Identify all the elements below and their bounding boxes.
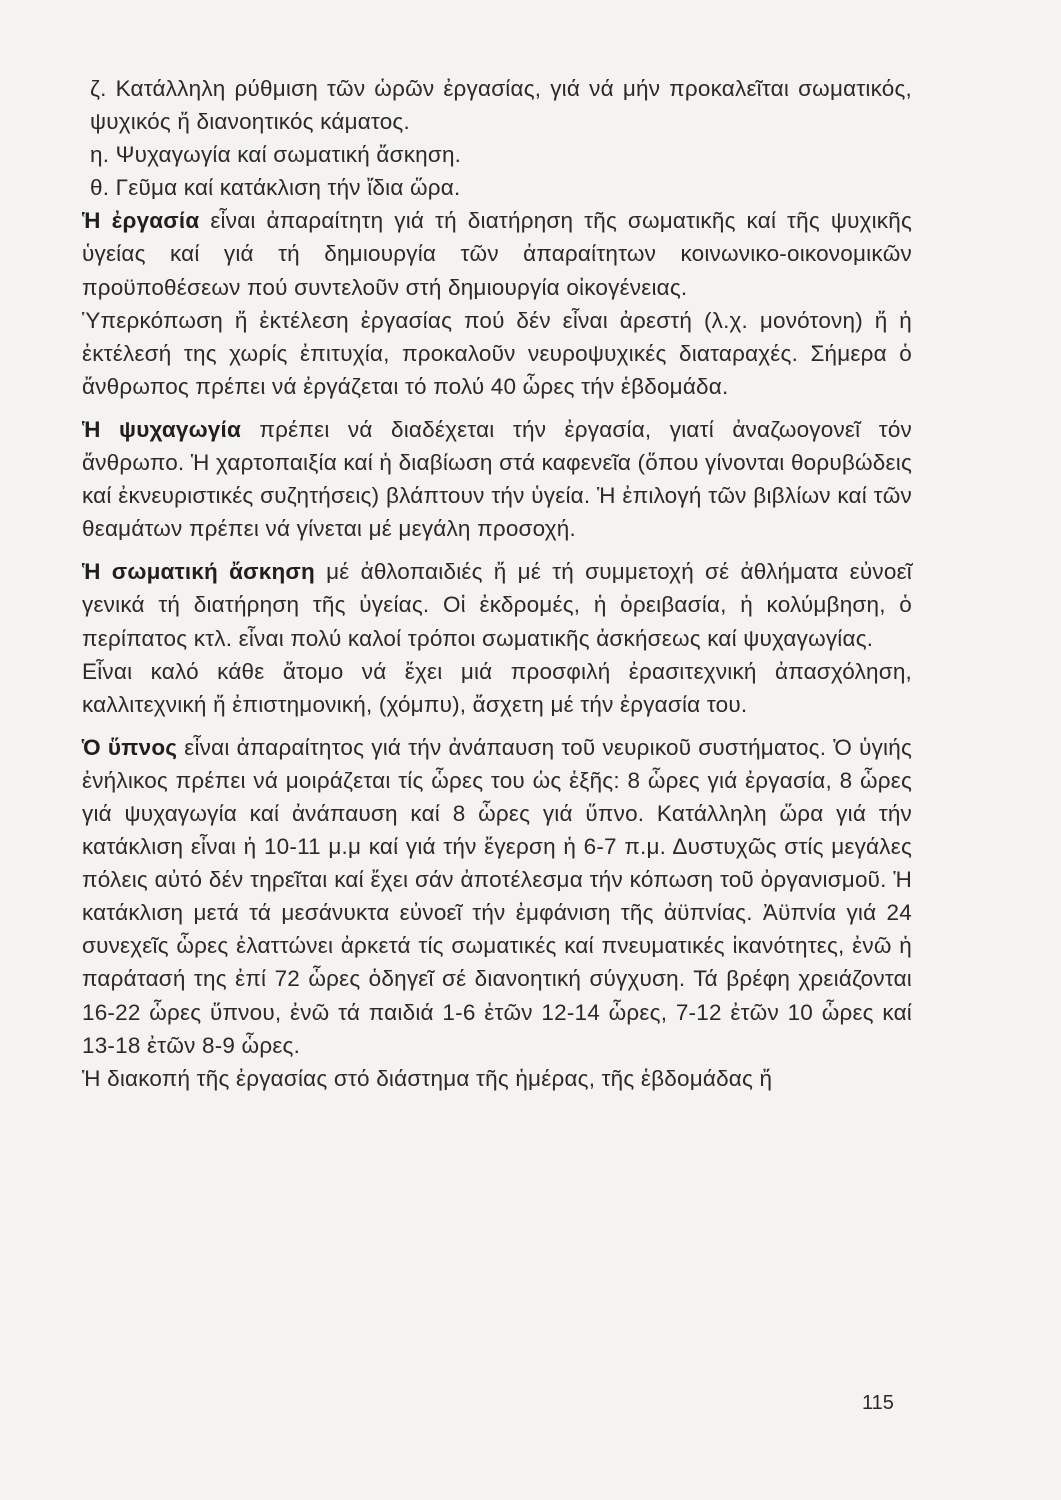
heading-work: Ἡ ἐργασία: [82, 208, 200, 234]
paragraph-overwork: Ὑπερκόπωση ἤ ἐκτέλεση ἐργασίας πού δέν εἶναι ἀρεστή (λ.χ. μονότονη) ἤ ἡ ἐκτέλεσή της χωρίς ἐπιτυχία, προκαλοῦν νευροψυχικές διαταραχές. Σήμερα ὁ ἄνθρωπος πρέπει νά ἐργάζεται τό πολύ 40 ὧρες τήν ἑβδομάδα.: [82, 307, 912, 399]
list-item-th: θ. Γεῦμα καί κατάκλιση τήν ἴδια ὥρα.: [90, 175, 461, 201]
body-text: [82, 72, 912, 1095]
paragraph-exercise-text: μέ ἀθλοπαιδιές ἤ μέ τή συμμετοχή σέ ἀθλήματα εὐνοεῖ γενικά τή διατήρηση τῆς ὑγείας. Οἱ ἐκδρομές, ἡ ὀρειβασία, ἡ κολύμβηση, ὁ περίπατος κτλ. εἶναι πολύ καλοί τρόποι σωματικῆς ἀσκήσεως καί ψυχαγωγίας.: [82, 559, 912, 651]
heading-sleep: Ὁ ὕπνος: [82, 734, 178, 760]
heading-exercise: Ἡ σωματική ἄσκηση: [82, 559, 315, 585]
paragraph-work-text: εἶναι ἀπαραίτητη γιά τή διατήρηση τῆς σωματικῆς καί τῆς ψυχικῆς ὑγείας καί γιά τή δημιουργία τῶν ἀπαραίτητων κοινωνικο-οικονομικῶν προϋποθέσεων πού συντελοῦν στή δημιουργία οἰκογένειας.: [82, 208, 912, 300]
paragraph-recreation: [82, 413, 912, 545]
paragraph-exercise: [82, 555, 912, 654]
paragraph-recreation-text: πρέπει νά διαδέχεται τήν ἐργασία, γιατί ἀναζωογονεῖ τόν ἄνθρωπο. Ἡ χαρτοπαιξία καί ἡ διαβίωση στά καφενεῖα (ὅπου γίνονται θορυβώδεις καί ἐκνευριστικές συζητήσεις) βλάπτουν τήν ὑγεία. Ἡ ἐπιλογή τῶν βιβλίων καί τῶν θεαμάτων πρέπει νά γίνεται μέ μεγάλη προσοχή.: [82, 416, 912, 542]
paragraph-break: Ἡ διακοπή τῆς ἐργασίας στό διάστημα τῆς ἡμέρας, τῆς ἑβδομάδας ἤ: [82, 1065, 773, 1091]
paragraph-work: [82, 204, 912, 303]
list-item-z: ζ. Κατάλληλη ρύθμιση τῶν ὡρῶν ἐργασίας, γιά νά μήν προκαλεῖται σωματικός, ψυχικός ἤ διανοητικός κάματος.: [90, 76, 912, 135]
paragraph-sleep: [82, 731, 912, 1062]
page-number: 115: [862, 1392, 894, 1414]
list-item-i: η. Ψυχαγωγία καί σωματική ἄσκηση.: [90, 142, 462, 168]
paragraph-sleep-text: εἶναι ἀπαραίτητος γιά τήν ἀνάπαυση τοῦ νευρικοῦ συστήματος. Ὁ ὑγιής ἐνήλικος πρέπει νά μοιράζεται τίς ὧρες του ὡς ἑξῆς: 8 ὧρες γιά ἐργασία, 8 ὧρες γιά ψυχαγωγία καί ἀνάπαυση καί 8 ὧρες γιά ὕπνο. Κατάλληλη ὥρα γιά τήν κατάκλιση εἶναι ἡ 10-11 μ.μ καί γιά τήν ἔγερση ἡ 6-7 π.μ. Δυστυχῶς στίς μεγάλες πόλεις αὐτό δέν τηρεῖται καί ἔχει σάν ἀποτέλεσμα τήν κόπωση τοῦ ὀργανισμοῦ. Ἡ κατάκλιση μετά τά μεσάνυκτα εὐνοεῖ τήν ἐμφάνιση τῆς ἀϋπνίας. Ἀϋπνία γιά 24 συνεχεῖς ὧρες ἐλαττώνει ἀρκετά τίς σωματικές καί πνευματικές ἱκανότητες, ἐνῶ ἡ παράτασή της ἐπί 72 ὧρες ὁδηγεῖ σέ διανοητική σύγχυση. Τά βρέφη χρειάζονται 16-22 ὧρες ὕπνου, ἐνῶ τά παιδιά 1-6 ἐτῶν 12-14 ὧρες, 7-12 ἐτῶν 10 ὧρες καί 13-18 ἐτῶν 8-9 ὧρες.: [82, 734, 913, 1058]
paragraph-hobby: Εἶναι καλό κάθε ἄτομο νά ἔχει μιά προσφιλή ἐρασιτεχνική ἀπασχόληση, καλλιτεχνική ἤ ἐπιστημονική, (χόμπυ), ἄσχετη μέ τήν ἐργασία του.: [82, 658, 912, 717]
heading-recreation: Ἡ ψυχαγωγία: [82, 416, 241, 442]
